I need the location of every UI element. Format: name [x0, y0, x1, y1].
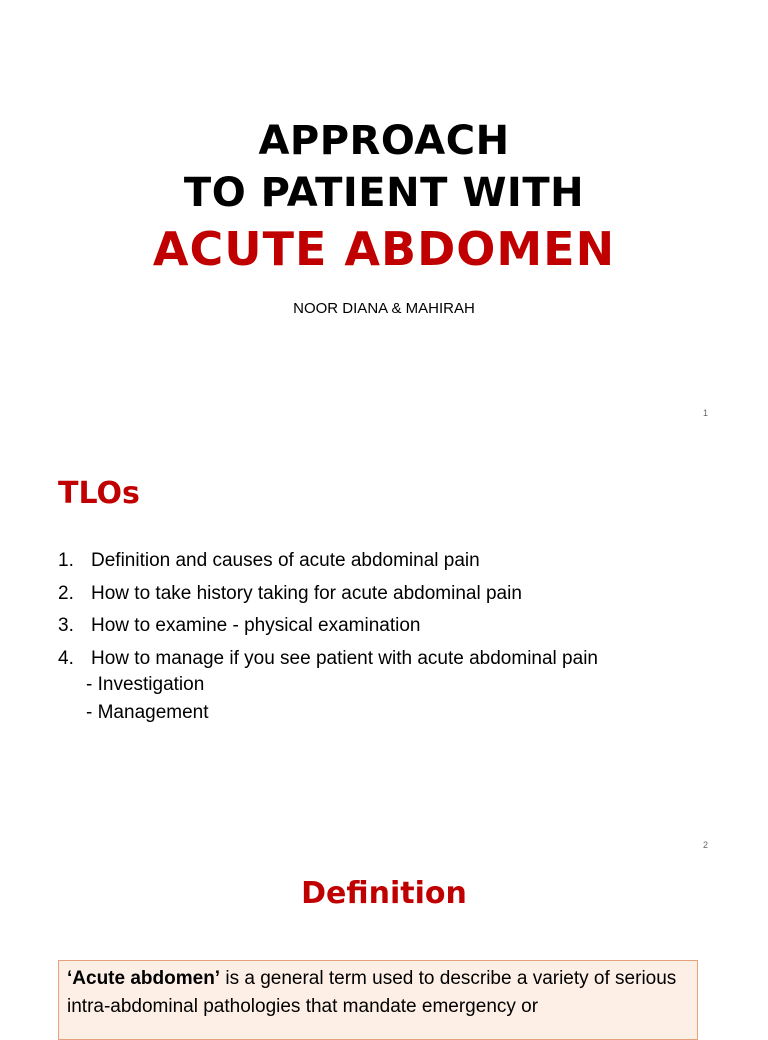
title-line-2: TO PATIENT WITH [183, 170, 585, 216]
definition-term: ‘Acute abdomen’ [67, 968, 221, 989]
page-number: 2 [702, 840, 708, 850]
definition-text: is a general term used to describe a variety of serious intra-abdominal pathologies that mandate emergency or [67, 968, 677, 1017]
definition-box [58, 960, 698, 1040]
list-item: 2. How to take history taking for acute abdominal pain [58, 582, 522, 604]
authors: NOOR DIANA & MAHIRAH [293, 300, 475, 317]
list-item: 4. How to manage if you see patient with acute abdominal pain [58, 647, 598, 669]
title-slide [0, 0, 768, 430]
page-number: 1 [702, 408, 708, 418]
definition-slide [0, 860, 768, 1024]
slide-title: Definition [301, 876, 467, 911]
list-item: 1. Definition and causes of acute abdominal pain [58, 550, 480, 571]
tlo-list [58, 548, 598, 678]
sub-item-management: - Management [86, 702, 209, 723]
tlos-slide [0, 430, 768, 860]
title-line-3: ACUTE ABDOMEN [152, 222, 616, 276]
list-item: 3. How to examine - physical examination [58, 615, 421, 636]
title-line-1: APPROACH [258, 118, 510, 164]
slide-title: TLOs [58, 476, 140, 511]
sub-item-investigation: - Investigation [86, 674, 205, 695]
